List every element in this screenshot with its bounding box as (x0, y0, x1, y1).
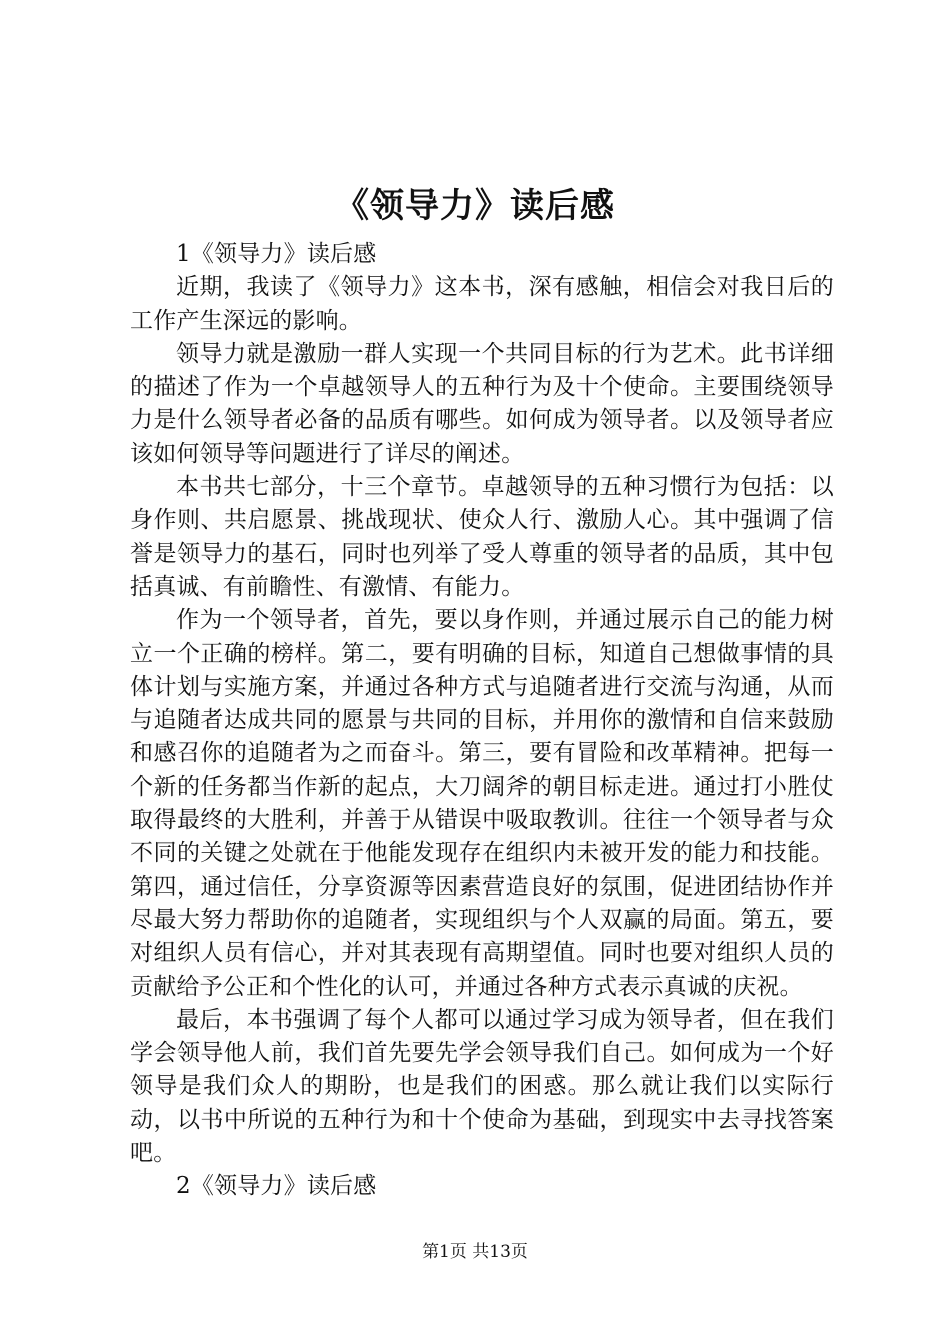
paragraph-definition: 领导力就是激励一群人实现一个共同目标的行为艺术。此书详细的描述了作为一个卓越领导人的五种行为及十个使命。主要围绕领导力是什么领导者必备的品质有哪些。如何成为领导者。以及领导者应该如何领导等问题进行了详尽的阐述。 (130, 340, 834, 467)
paragraph-leader-behaviors: 作为一个领导者，首先，要以身作则，并通过展示自己的能力树立一个正确的榜样。第二，要有明确的目标，知道自己想做事情的具体计划与实施方案，并通过各种方式与追随者进行交流与沟通，从而与追随者达成共同的愿景与共同的目标，并用你的激情和自信来鼓励和感召你的追随者为之而奋斗。第三，要有冒险和改革精神。把每一个新的任务都当作新的起点，大刀阔斧的朝目标走进。通过打小胜仗取得最终的大胜利，并善于从错误中吸取教训。往往一个领导者与众不同的关键之处就在于他能发现存在组织内未被开发的能力和技能。第四，通过信任，分享资源等因素营造良好的氛围，促进团结协作并尽最大努力帮助你的追随者，实现组织与个人双赢的局面。第五，要对组织人员有信心，并对其表现有高期望值。同时也要对组织人员的贡献给予公正和个性化的认可，并通过各种方式表示真诚的庆祝。 (130, 607, 834, 1000)
section-heading-2: 2《领导力》读后感 (176, 1173, 377, 1200)
paragraph-structure: 本书共七部分，十三个章节。卓越领导的五种习惯行为包括：以身作则、共启愿景、挑战现状、使众人行、激励人心。其中强调了信誉是领导力的基石，同时也列举了受人尊重的领导者的品质，其中包括真诚、有前瞻性、有激情、有能力。 (130, 474, 834, 600)
document-body (130, 238, 834, 1204)
document-title: 《领导力》读后感 (335, 186, 615, 226)
section-heading-1: 1《领导力》读后感 (176, 241, 377, 267)
paragraph-conclusion: 最后，本书强调了每个人都可以通过学习成为领导者，但在我们学会领导他人前，我们首先要先学会领导我们自己。如何成为一个好领导是我们众人的期盼，也是我们的困惑。那么就让我们以实际行动，以书中所说的五种行为和十个使命为基础，到现实中去寻找答案吧。 (130, 1006, 834, 1167)
page-number-footer: 第1页 共13页 (422, 1242, 528, 1262)
paragraph-intro: 近期，我读了《领导力》这本书，深有感触，相信会对我日后的工作产生深远的影响。 (130, 274, 834, 334)
